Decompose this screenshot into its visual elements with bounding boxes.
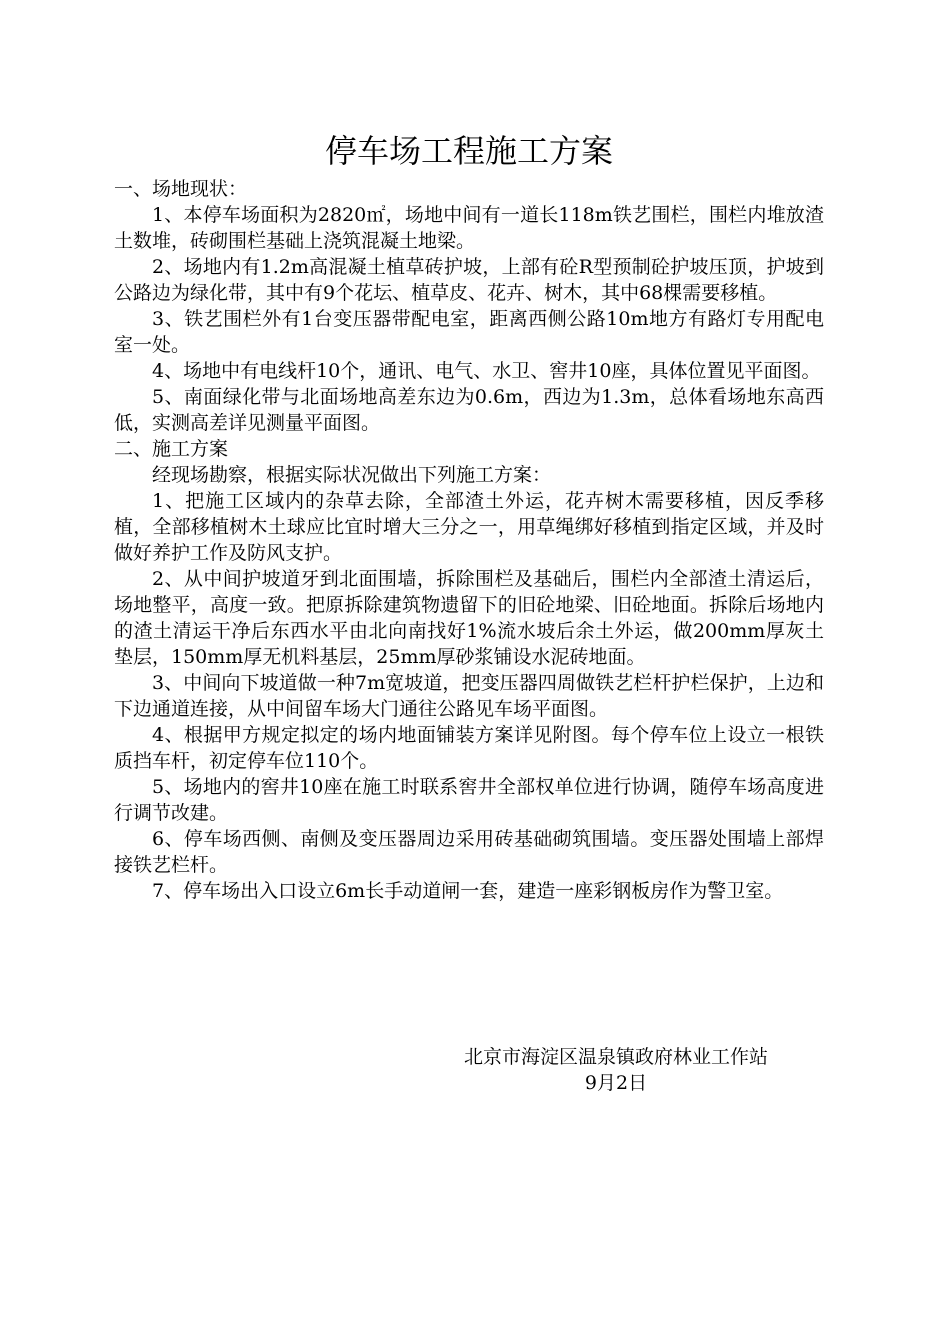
document-title: 停车场工程施工方案 bbox=[324, 132, 613, 170]
signature-block bbox=[426, 1044, 806, 1096]
paragraph: 4、场地中有电线杆10个，通讯、电气、水卫、窖井10座，具体位置见平面图。 bbox=[152, 360, 821, 382]
signature-organization: 北京市海淀区温泉镇政府林业工作站 bbox=[463, 1046, 768, 1068]
paragraph: 2、场地内有1.2m高混凝土植草砖护坡，上部有砼R型预制砼护坡压顶，护坡到公路边为绿化带，其中有9个花坛、植草皮、花卉、树木，其中68棵需要移植。 bbox=[114, 256, 824, 304]
paragraph: 1、把施工区域内的杂草去除，全部渣土外运，花卉树木需要移植，因反季移植，全部移植树木土球应比宜时增大三分之一，用草绳绑好移植到指定区域，并及时做好养护工作及防风支护。 bbox=[114, 490, 824, 564]
paragraph: 5、南面绿化带与北面场地高差东边为0.6m，西边为1.3m，总体看场地东高西低，实测高差详见测量平面图。 bbox=[114, 386, 824, 434]
document-body bbox=[114, 128, 824, 904]
paragraph: 3、中间向下坡道做一种7m宽坡道，把变压器四周做铁艺栏杆护栏保护，上边和下边通道连接，从中间留车场大门通往公路见车场平面图。 bbox=[114, 672, 824, 720]
paragraph: 经现场勘察，根据实际状况做出下列施工方案： bbox=[152, 464, 552, 486]
signature-date: 9月2日 bbox=[584, 1072, 648, 1094]
paragraph: 5、场地内的窖井10座在施工时联系窖井全部权单位进行协调，随停车场高度进行调节改建。 bbox=[114, 776, 824, 824]
section-heading-site-status: 一、场地现状： bbox=[114, 178, 248, 200]
section-heading-construction-plan: 二、施工方案 bbox=[114, 438, 229, 460]
paragraph: 6、停车场西侧、南侧及变压器周边采用砖基础砌筑围墙。变压器处围墙上部焊接铁艺栏杆。 bbox=[114, 828, 824, 876]
paragraph: 2、从中间护坡道牙到北面围墙，拆除围栏及基础后，围栏内全部渣土清运后，场地整平，高度一致。把原拆除建筑物遗留下的旧砼地梁、旧砼地面。拆除后场地内的渣土清运干净后东西水平由北向南找好1%流水坡后余土外运，做200mm厚灰土垫层，150mm厚无机料基层，25mm厚砂浆铺设水泥砖地面。 bbox=[114, 568, 824, 668]
paragraph: 1、本停车场面积为2820㎡，场地中间有一道长118m铁艺围栏，围栏内堆放渣土数堆，砖砌围栏基础上浇筑混凝土地梁。 bbox=[114, 204, 824, 252]
paragraph: 7、停车场出入口设立6m长手动道闸一套，建造一座彩钢板房作为警卫室。 bbox=[152, 880, 784, 902]
paragraph: 3、铁艺围栏外有1台变压器带配电室，距离西侧公路10m地方有路灯专用配电室一处。 bbox=[114, 308, 824, 356]
paragraph: 4、根据甲方规定拟定的场内地面铺装方案详见附图。每个停车位上设立一根铁质挡车杆，初定停车位110个。 bbox=[114, 724, 824, 772]
